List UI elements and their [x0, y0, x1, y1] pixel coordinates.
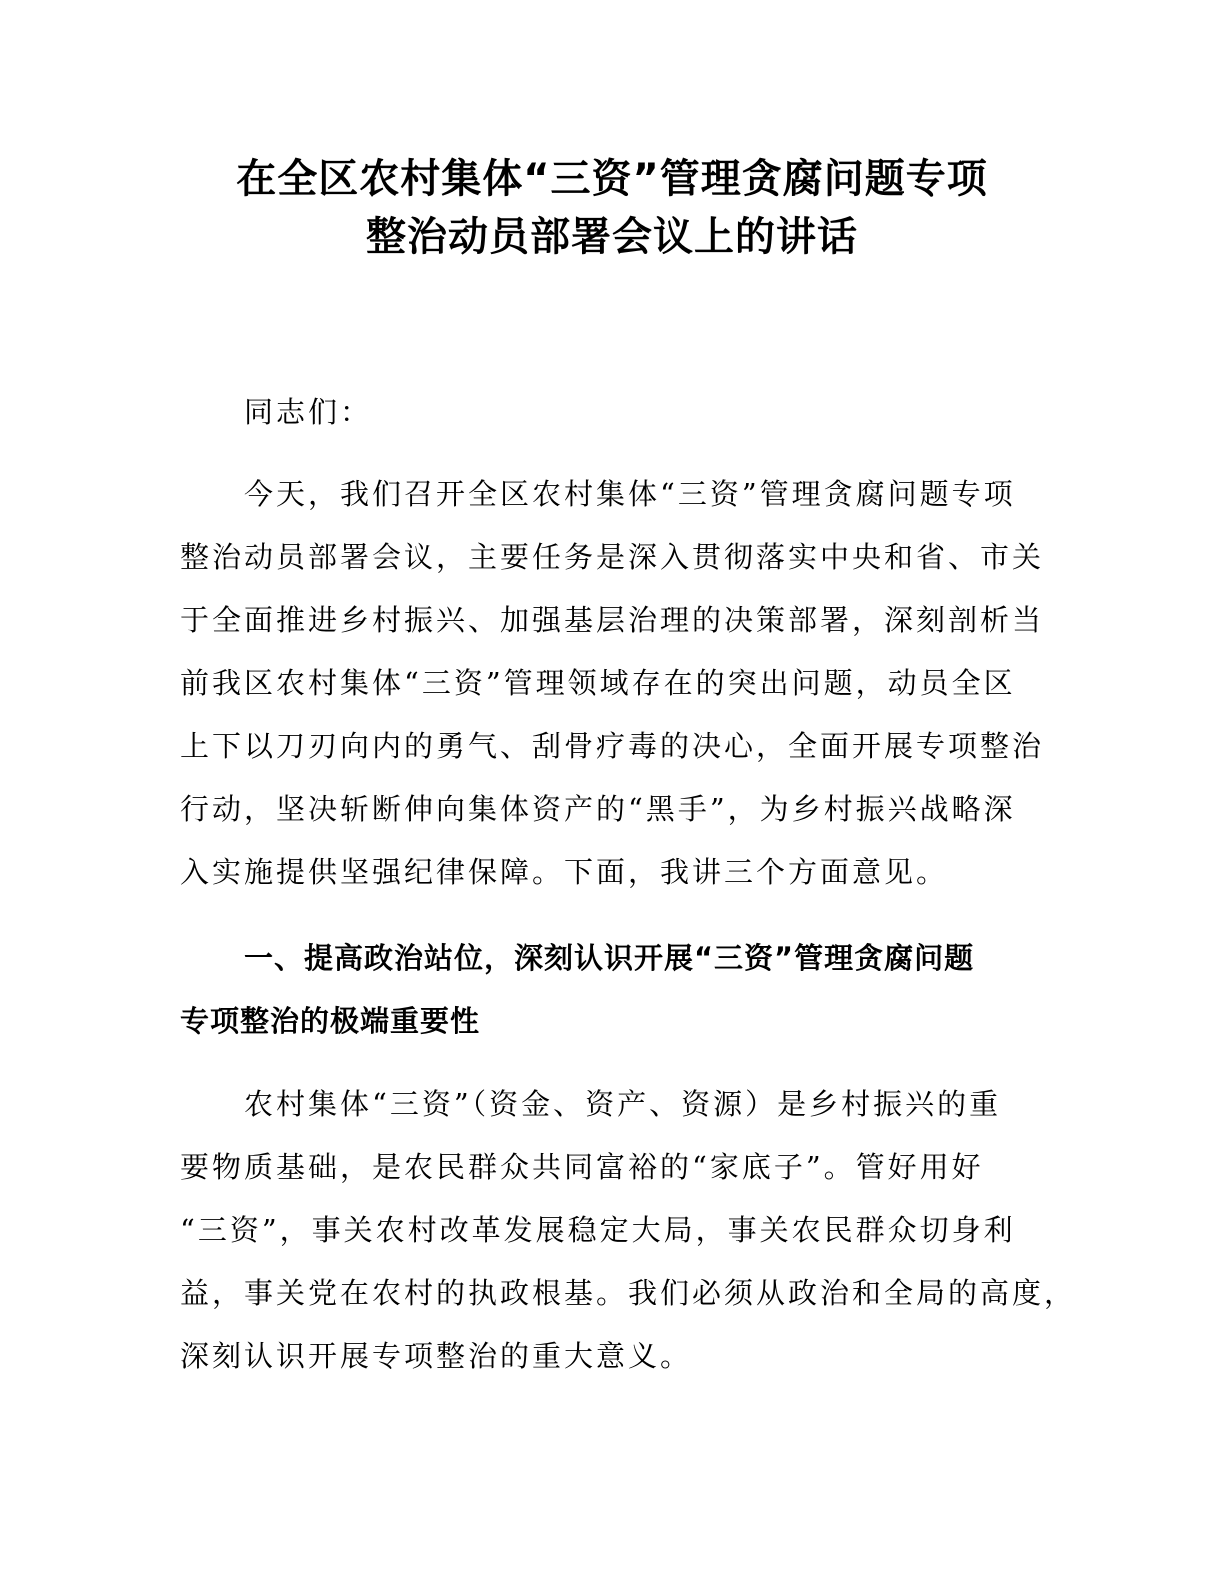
section1-para-line-4: 益，事关党在农村的执政根基。我们必须从政治和全局的高度， — [180, 1276, 1077, 1310]
section1-para-line-3: “三资”，事关农村改革发展稳定大局，事关农民群众切身利 — [180, 1213, 1016, 1247]
section1-heading-line-1: 一、提高政治站位，深刻认识开展“三资”管理贪腐问题 — [244, 941, 975, 975]
section1-paragraph — [180, 1073, 1077, 1388]
salutation — [180, 381, 1038, 444]
salutation-text: 同志们： — [244, 395, 373, 429]
intro-paragraph — [180, 463, 1045, 904]
intro-line-7: 入实施提供坚强纪律保障。下面，我讲三个方面意见。 — [180, 855, 949, 889]
intro-line-4: 前我区农村集体“三资”管理领域存在的突出问题，动员全区 — [180, 666, 1016, 700]
document-title — [150, 150, 1074, 266]
intro-line-3: 于全面推进乡村振兴、加强基层治理的决策部署，深刻剖析当 — [180, 603, 1045, 637]
section1-para-line-2: 要物质基础，是农民群众共同富裕的“家底子”。管好用好 — [180, 1150, 984, 1184]
section1-heading-line-2: 专项整治的极端重要性 — [180, 1004, 481, 1038]
section1-para-line-5: 深刻认识开展专项整治的重大意义。 — [180, 1339, 693, 1373]
intro-line-6: 行动，坚决斩断伸向集体资产的“黑手”，为乡村振兴战略深 — [180, 792, 1016, 826]
intro-line-2: 整治动员部署会议，主要任务是深入贯彻落实中央和省、市关 — [180, 540, 1045, 574]
title-line-1: 在全区农村集体“三资”管理贪腐问题专项 — [236, 156, 988, 202]
intro-line-5: 上下以刀刃向内的勇气、刮骨疗毒的决心，全面开展专项整治 — [180, 729, 1045, 763]
section1-heading — [180, 927, 1038, 1053]
title-line-2: 整治动员部署会议上的讲话 — [366, 214, 858, 260]
section1-para-line-1: 农村集体“三资”（资金、资产、资源）是乡村振兴的重 — [244, 1087, 1002, 1121]
intro-line-1: 今天，我们召开全区农村集体“三资”管理贪腐问题专项 — [244, 477, 1016, 511]
